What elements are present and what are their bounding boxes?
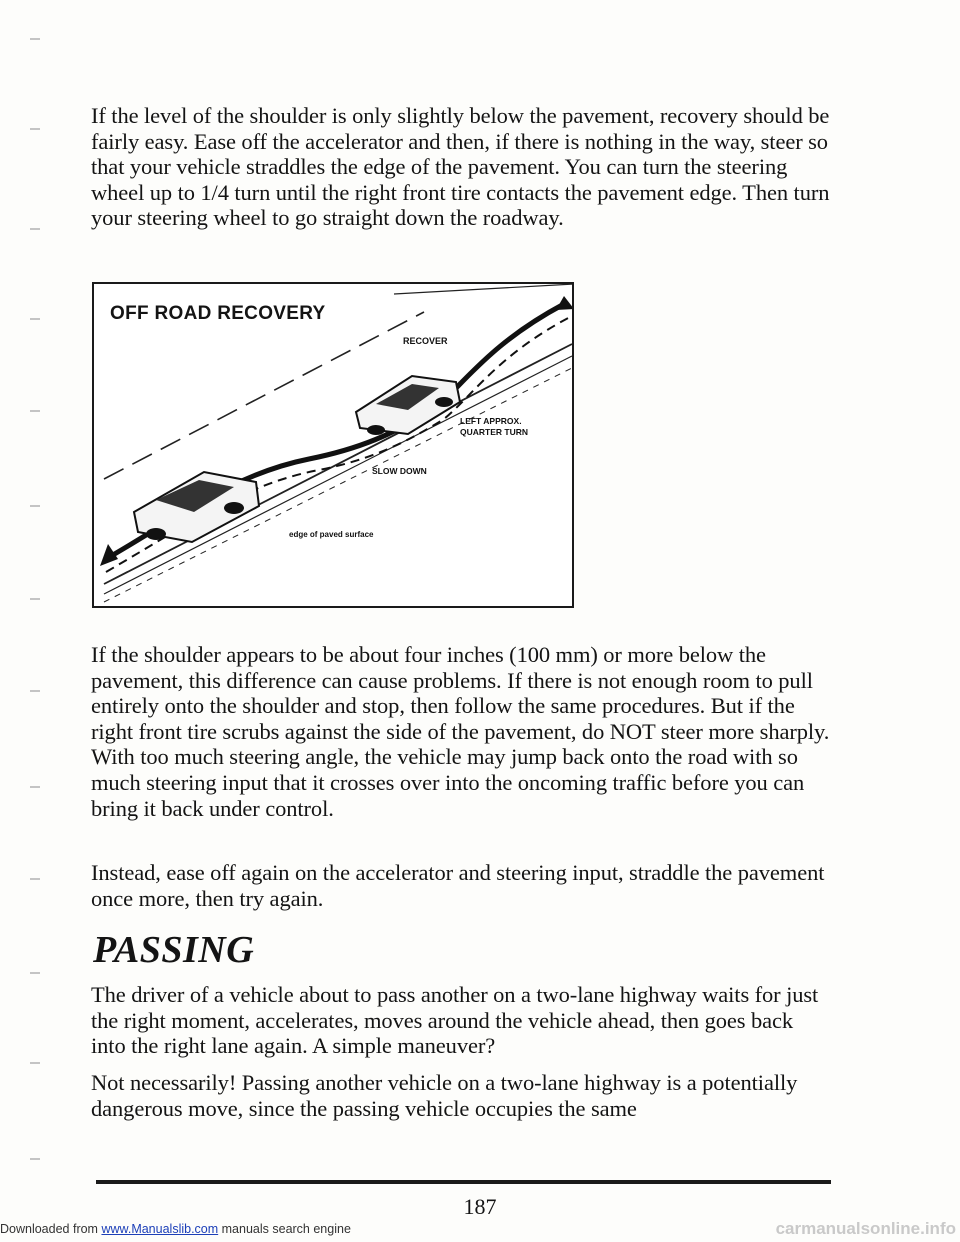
label-recover: RECOVER xyxy=(403,336,448,346)
off-road-recovery-illustration xyxy=(92,282,574,608)
road-line xyxy=(394,284,574,294)
car-recovering xyxy=(356,376,460,435)
margin-mark xyxy=(30,786,40,788)
shoulder-edge xyxy=(104,356,572,594)
start-arrowhead xyxy=(100,544,118,566)
margin-mark xyxy=(30,598,40,600)
margin-mark xyxy=(30,318,40,320)
figure-title: OFF ROAD RECOVERY xyxy=(110,303,326,324)
section-heading-passing: PASSING xyxy=(93,929,255,971)
page-number: 187 xyxy=(463,1194,497,1219)
car-slow-down xyxy=(134,472,259,542)
margin-mark xyxy=(30,38,40,40)
margin-mark xyxy=(30,690,40,692)
manualslib-link[interactable]: www.Manualslib.com xyxy=(101,1222,219,1236)
footer-suffix: manuals search engine xyxy=(218,1222,351,1236)
label-left-turn-1: LEFT APPROX. xyxy=(460,416,522,426)
recover-arrowhead xyxy=(556,296,574,310)
margin-mark xyxy=(30,1062,40,1064)
label-slow-down: SLOW DOWN xyxy=(372,466,427,476)
margin-mark xyxy=(30,1158,40,1160)
download-footer xyxy=(0,1222,351,1236)
paragraph-passing-intro: The driver of a vehicle about to pass another on a two-lane highway waits for just the right moment, accelerates, moves around the vehicle ahead, then goes back into the right lane again. A simple maneuver? xyxy=(91,982,819,1059)
footer-prefix: Downloaded from xyxy=(0,1222,102,1236)
paragraph-passing-danger: Not necessarily! Passing another vehicle on a two-lane highway is a potentially dangerous move, since the passing vehicle occupies the same xyxy=(91,1070,798,1121)
margin-mark xyxy=(30,128,40,130)
label-left-turn-2: QUARTER TURN xyxy=(460,427,528,437)
pavement-edge xyxy=(104,344,572,584)
margin-mark xyxy=(30,972,40,974)
watermark-text: carmanualsonline.info xyxy=(775,1219,956,1238)
footer-rule xyxy=(96,1180,831,1184)
paragraph-four-inches: If the shoulder appears to be about four inches (100 mm) or more below the pavement, this difference can cause problems. If there is not enough room to pull entirely onto the shoulder and stop, then follow the same procedures. But if the right front tire scrubs against the side of the pavement, do NOT steer more sharply. With too much steering angle, the vehicle may jump back onto the road with so much steering input that it crosses over into the oncoming traffic before you can bring it back under control. xyxy=(91,642,830,821)
margin-mark xyxy=(30,410,40,412)
paragraph-instead: Instead, ease off again on the accelerator and steering input, straddle the pavement once more, then try again. xyxy=(91,860,825,911)
margin-mark xyxy=(30,505,40,507)
center-line xyxy=(104,312,424,479)
label-edge-paved-surface: edge of paved surface xyxy=(289,530,374,539)
margin-mark xyxy=(30,878,40,880)
margin-mark xyxy=(30,228,40,230)
shoulder-line xyxy=(104,368,572,602)
paragraph-recovery-easy: If the level of the shoulder is only slightly below the pavement, recovery should be fairly easy. Ease off the accelerator and then, if there is nothing in the way, steer so that your vehicle straddles the edge of the pavement. You can turn the steering wheel up to 1/4 turn until the right front tire contacts the pavement edge. Then turn your steering wheel to go straight down the roadway. xyxy=(91,103,830,231)
road-diagram xyxy=(94,284,574,608)
